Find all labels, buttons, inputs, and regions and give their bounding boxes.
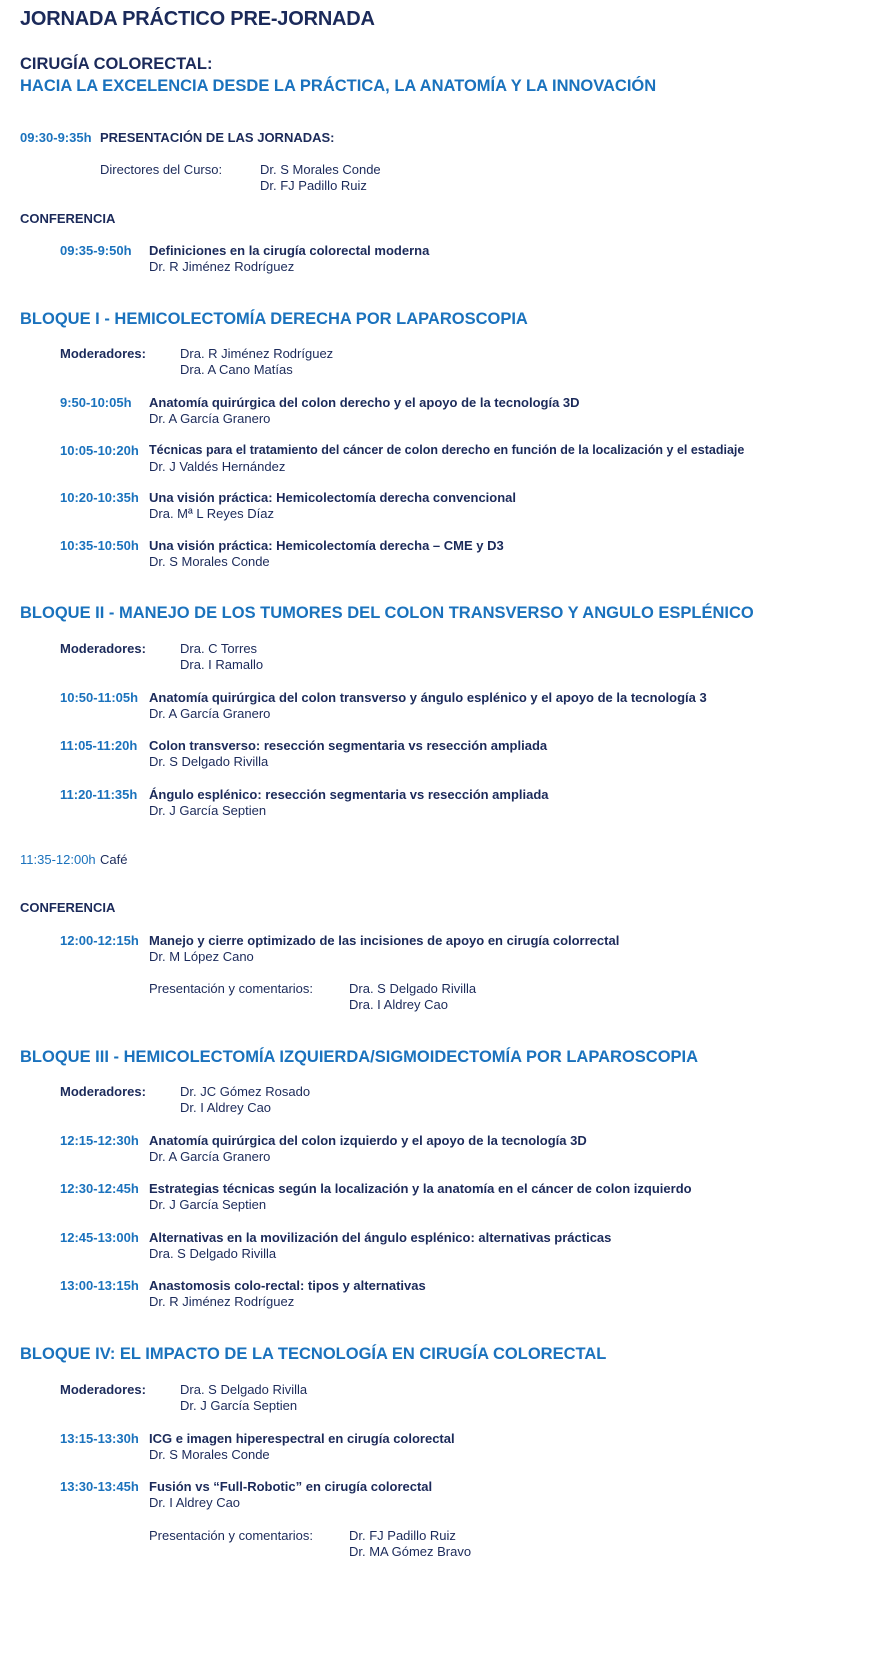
directors-label: Directores del Curso: (100, 162, 223, 177)
talk-title: Estrategias técnicas según la localización y la anatomía en el cáncer de colon izquierdo (149, 1181, 692, 1196)
talk-title: Una visión práctica: Hemicolectomía derecha convencional (149, 490, 517, 505)
block-title: BLOQUE II - MANEJO DE LOS TUMORES DEL COLON TRANSVERSO Y ANGULO ESPLÉNICO (20, 604, 754, 622)
talk-title: Colon transverso: resección segmentaria vs resección ampliada (149, 738, 548, 753)
moderators-label: Moderadores: (60, 1084, 146, 1099)
talk-speaker: Dr. J García Septien (149, 803, 267, 818)
talk-speaker: Dr. M López Cano (149, 949, 254, 964)
talk-speaker: Dr. S Morales Conde (149, 1447, 270, 1462)
talk-time: 12:45-13:00h (60, 1230, 139, 1245)
talk-title: Ángulo esplénico: resección segmentaria vs resección ampliada (149, 787, 549, 802)
moderator-name: Dr. JC Gómez Rosado (180, 1084, 311, 1099)
talk-title: Anatomía quirúrgica del colon derecho y el apoyo de la tecnología 3D (149, 395, 580, 410)
moderators-label: Moderadores: (60, 1382, 146, 1397)
talk-time: 10:50-11:05h (60, 690, 139, 705)
talk-speaker: Dr. I Aldrey Cao (149, 1495, 241, 1510)
talk-speaker: Dra. S Delgado Rivilla (149, 1246, 277, 1261)
block-title: BLOQUE I - HEMICOLECTOMÍA DERECHA POR LAPAROSCOPIA (20, 310, 528, 328)
talk-title: Manejo y cierre optimizado de las incisiones de apoyo en cirugía colorrectal (149, 933, 620, 948)
talk-speaker: Dr. A García Granero (149, 411, 271, 426)
talk-speaker: Dra. Mª L Reyes Díaz (149, 506, 274, 521)
block-title: BLOQUE IV: EL IMPACTO DE LA TECNOLOGÍA EN CIRUGÍA COLORECTAL (20, 1345, 607, 1363)
moderator-name: Dr. I Aldrey Cao (180, 1100, 272, 1115)
talk-title: ICG e imagen hiperespectral en cirugía colorectal (149, 1431, 455, 1446)
director-name: Dr. S Morales Conde (260, 162, 381, 177)
commenter-name: Dra. I Aldrey Cao (349, 997, 448, 1012)
talk-time: 12:15-12:30h (60, 1133, 139, 1148)
moderator-name: Dra. C Torres (180, 641, 258, 656)
talk-time: 12:30-12:45h (60, 1181, 139, 1196)
talk-time: 9:50-10:05h (60, 395, 132, 410)
talk-time: 11:20-11:35h (60, 787, 138, 802)
page-title: JORNADA PRÁCTICO PRE-JORNADA (20, 8, 375, 30)
opening-title: PRESENTACIÓN DE LAS JORNADAS: (100, 130, 335, 145)
talk-time: 10:05-10:20h (60, 443, 139, 458)
talk-time: 11:05-11:20h (60, 738, 138, 753)
talk-speaker: Dr. S Morales Conde (149, 554, 270, 569)
talk-title: Una visión práctica: Hemicolectomía derecha – CME y D3 (149, 538, 504, 553)
talk-speaker: Dr. S Delgado Rivilla (149, 754, 269, 769)
talk-speaker: Dr. R Jiménez Rodríguez (149, 1294, 295, 1309)
talk-time: 09:35-9:50h (60, 243, 132, 258)
talk-title: Anastomosis colo-rectal: tipos y alternativas (149, 1278, 426, 1293)
break-label: Café (100, 852, 128, 867)
block-title: BLOQUE III - HEMICOLECTOMÍA IZQUIERDA/SIGMOIDECTOMÍA POR LAPAROSCOPIA (20, 1048, 699, 1066)
talk-speaker: Dr. J García Septien (149, 1197, 267, 1212)
talk-speaker: Dr. A García Granero (149, 706, 271, 721)
talk-time: 13:30-13:45h (60, 1479, 139, 1494)
moderator-name: Dra. A Cano Matías (180, 362, 293, 377)
conference-heading: CONFERENCIA (20, 211, 116, 226)
talk-speaker: Dr. R Jiménez Rodríguez (149, 259, 295, 274)
talk-title: Anatomía quirúrgica del colon transverso y ángulo esplénico y el apoyo de la tecnología 3 (149, 690, 707, 705)
conference-heading: CONFERENCIA (20, 900, 116, 915)
talk-time: 13:00-13:15h (60, 1278, 139, 1293)
commenter-name: Dr. FJ Padillo Ruiz (349, 1528, 456, 1543)
moderator-name: Dr. J García Septien (180, 1398, 298, 1413)
opening-time: 09:30-9:35h (20, 130, 92, 145)
director-name: Dr. FJ Padillo Ruiz (260, 178, 367, 193)
break-time: 11:35-12:00h (20, 852, 96, 867)
comments-label: Presentación y comentarios: (149, 1528, 314, 1543)
moderator-name: Dra. I Ramallo (180, 657, 264, 672)
subtitle-line-1: CIRUGÍA COLORECTAL: (20, 55, 213, 73)
subtitle-line-2: HACIA LA EXCELENCIA DESDE LA PRÁCTICA, LA ANATOMÍA Y LA INNOVACIÓN (20, 77, 657, 95)
talk-speaker: Dr. A García Granero (149, 1149, 271, 1164)
commenter-name: Dr. MA Gómez Bravo (349, 1544, 472, 1559)
talk-title: Técnicas para el tratamiento del cáncer de colon derecho en función de la localización y el estadiaje (149, 443, 745, 457)
talk-time: 10:20-10:35h (60, 490, 139, 505)
talk-title: Fusión vs “Full-Robotic” en cirugía colorectal (149, 1479, 433, 1494)
moderator-name: Dra. S Delgado Rivilla (180, 1382, 308, 1397)
moderators-label: Moderadores: (60, 346, 146, 361)
comments-label: Presentación y comentarios: (149, 981, 314, 996)
moderator-name: Dra. R Jiménez Rodríguez (180, 346, 334, 361)
talk-speaker: Dr. J Valdés Hernández (149, 459, 286, 474)
talk-time: 10:35-10:50h (60, 538, 139, 553)
talk-time: 12:00-12:15h (60, 933, 139, 948)
moderators-label: Moderadores: (60, 641, 146, 656)
talk-title: Alternativas en la movilización del ángulo esplénico: alternativas prácticas (149, 1230, 612, 1245)
talk-title: Definiciones en la cirugía colorectal moderna (149, 243, 430, 258)
talk-title: Anatomía quirúrgica del colon izquierdo y el apoyo de la tecnología 3D (149, 1133, 587, 1148)
talk-time: 13:15-13:30h (60, 1431, 139, 1446)
commenter-name: Dra. S Delgado Rivilla (349, 981, 477, 996)
